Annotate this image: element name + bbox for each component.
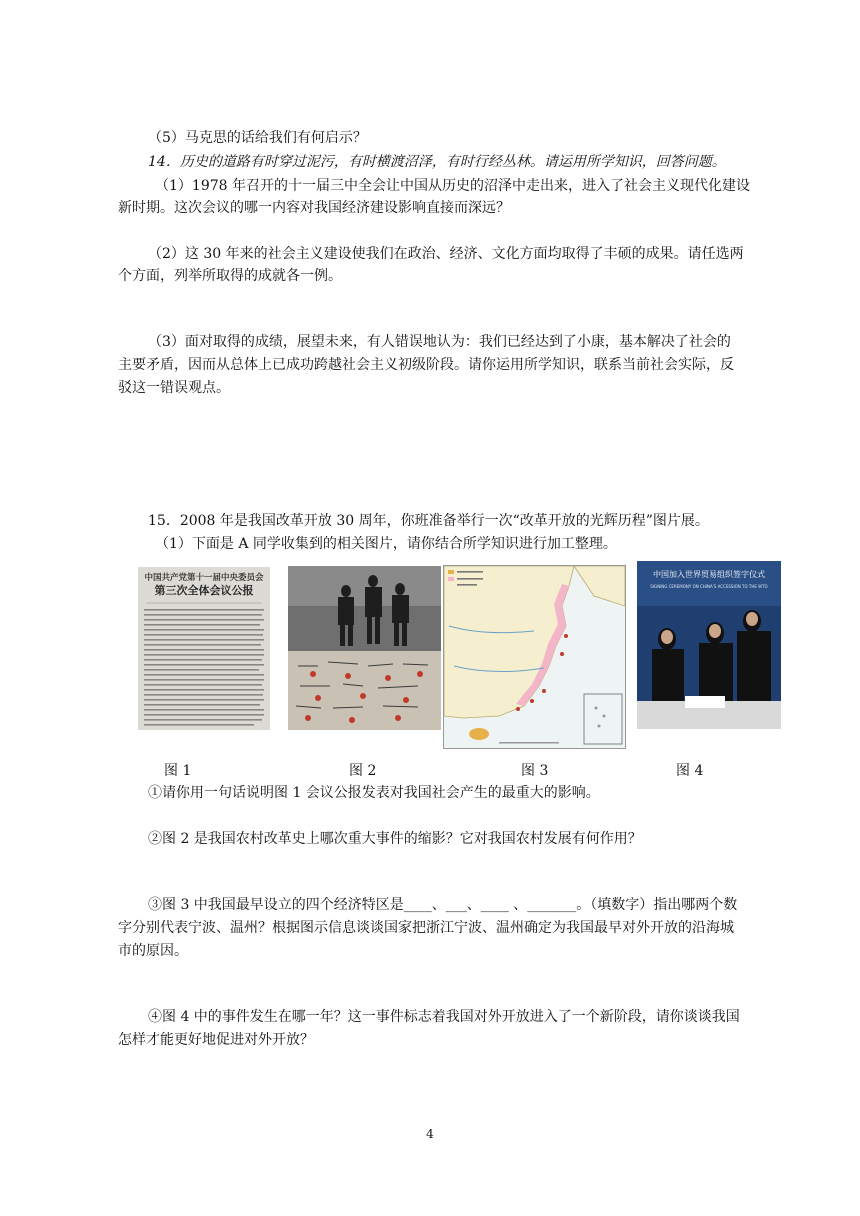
figure-1-newspaper (138, 567, 270, 730)
q15-sub4-line1: ④图 4 中的事件发生在哪一年？这一事件标志着我国对外开放进入了一个新阶段，请你谈谈我国 (148, 1009, 740, 1025)
q14-intro: 14．历史的道路有时穿过泥污，有时横渡沼泽，有时行经丛林。请运用所学知识，回答问题。 (148, 154, 726, 170)
fig4-banner-2: SIGNING CEREMONY ON CHINA'S ACCESSION TO THE WTO (650, 584, 768, 589)
q15-sub4-line2: 怎样才能更好地促进对外开放？ (118, 1032, 314, 1048)
figure-3-map (443, 565, 626, 749)
q15-sub2: ②图 2 是我国农村改革史上哪次重大事件的缩影？它对我国农村发展有何作用？ (148, 831, 642, 847)
fig1-headline-1: 中国共产党第十一届中央委员会 (144, 573, 264, 583)
figure-3-caption: 图 3 (521, 763, 549, 779)
figure-4-photo (637, 561, 781, 729)
figure-4-caption: 图 4 (676, 763, 704, 779)
fig1-headline-2: 第三次全体会议公报 (154, 584, 254, 597)
figure-2-caption: 图 2 (349, 763, 377, 779)
q14-part1-line2: 新时期。这次会议的哪一内容对我国经济建设影响直接而深远？ (118, 200, 510, 216)
q14-part3-line3: 驳这一错误观点。 (118, 380, 230, 396)
figure-1-caption: 图 1 (164, 763, 192, 779)
q14-part3-line1: （3）面对取得的成绩，展望未来，有人错误地认为：我们已经达到了小康，基本解决了社会的 (148, 334, 731, 350)
q15-sub1: ①请你用一句话说明图 1 会议公报发表对我国社会产生的最重大的影响。 (148, 785, 600, 801)
q15-sub3-line3: 市的原因。 (118, 943, 188, 959)
q15-part1: （1）下面是 A 同学收集到的相关图片，请你结合所学知识进行加工整理。 (155, 536, 617, 552)
q15-intro: 15．2008 年是我国改革开放 30 周年，你班准备举行一次“改革开放的光辉历程”图片展。 (148, 513, 709, 529)
q14-part2-line2: 个方面，列举所取得的成就各一例。 (118, 268, 342, 284)
q14-part2-line1: （2）这 30 年来的社会主义建设使我们在政治、经济、文化方面均取得了丰硕的成果。请任选两 (148, 246, 744, 262)
q14-part3-line2: 主要矛盾，因而从总体上已成功跨越社会主义初级阶段。请你运用所学知识，联系当前社会实际，反 (118, 357, 734, 373)
q13-part5: （5）马克思的话给我们有何启示？ (148, 130, 367, 146)
page-number: 4 (426, 1127, 434, 1141)
q14-part1-line1: （1）1978 年召开的十一届三中全会让中国从历史的沼泽中走出来，进入了社会主义现代化建设 (155, 178, 750, 194)
figure-2-photo (288, 566, 441, 730)
fig4-banner-1: 中国加入世界贸易组织签字仪式 (653, 570, 765, 579)
q15-sub3-line2: 字分别代表宁波、温州？根据图示信息谈谈国家把浙江宁波、温州确定为我国最早对外开放的沿海城 (118, 920, 734, 936)
q15-sub3-line1: ③图 3 中我国最早设立的四个经济特区是____、___、____ 、_______。（填数字）指出哪两个数 (148, 897, 738, 913)
